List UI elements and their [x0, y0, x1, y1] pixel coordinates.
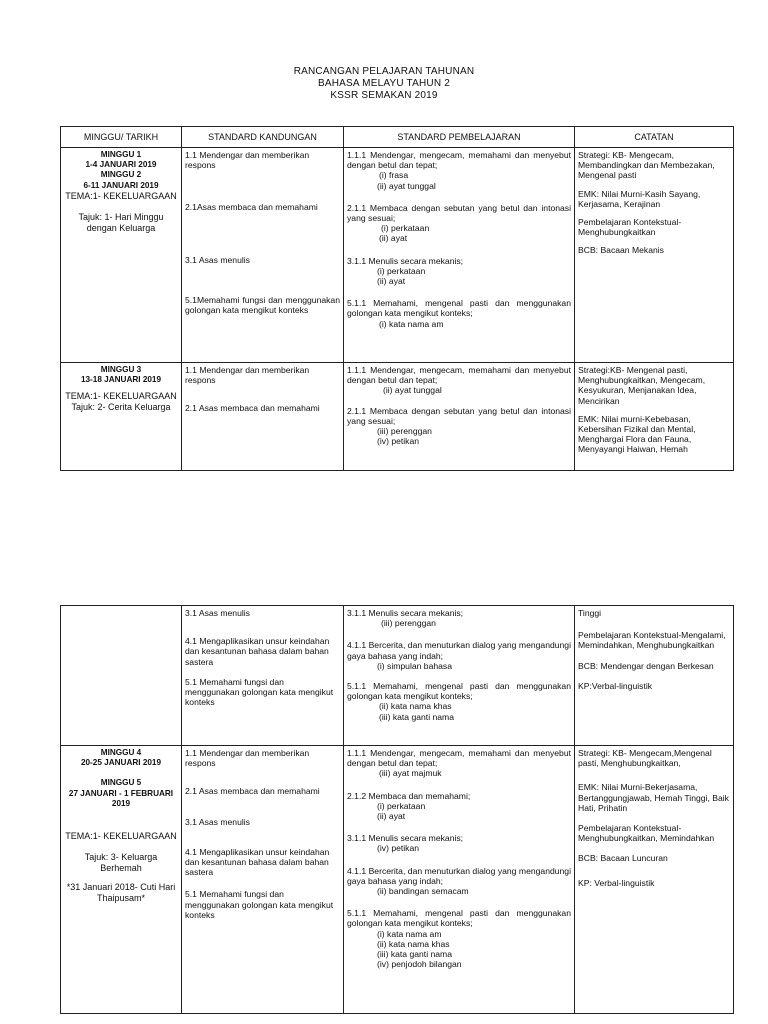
- sp-item: 2.1.2 Membaca dan memahami;: [347, 790, 471, 801]
- sp-subitem: (iv) petikan: [377, 843, 420, 854]
- plan-table-1: [60, 126, 734, 471]
- col-header-minggu: MINGGU/ TARIKH: [61, 127, 182, 148]
- sp-subitem: (iv) penjodoh bilangan: [377, 959, 462, 970]
- sp-subitem: (i) perkataan: [377, 265, 426, 276]
- sp-item: 3.1.1 Menulis secara mekanis;: [347, 255, 464, 266]
- sp-item: 4.1.1 Bercerita, dan menuturkan dialog yang mengandungi gaya bahasa yang indah;: [347, 640, 571, 661]
- sk-item: 3.1 Asas menulis: [185, 254, 250, 265]
- sp-subitem: (i) perkataan: [381, 223, 430, 234]
- catatan-item: EMK: Nilai Murni-Kasih Sayang, Kerjasama, Kerajinan: [578, 188, 701, 209]
- catatan-item: BCB: Mendengar dengan Berkesan: [578, 660, 714, 671]
- sp-subitem: (i) simpulan bahasa: [377, 660, 452, 671]
- col-header-catatan: CATATAN: [575, 127, 734, 148]
- holiday-note: *31 Januari 2018- Cuti Hari Thaipusam*: [66, 882, 176, 904]
- sk-item: 3.1 Asas menulis: [185, 816, 250, 827]
- week-label: MINGGU 1: [100, 150, 142, 159]
- catatan-item: Tinggi: [578, 608, 602, 618]
- sp-subitem: (iii) ayat majmuk: [379, 768, 442, 779]
- standard-kandungan-cell: [182, 606, 344, 746]
- standard-pembelajaran-cell: [344, 148, 575, 363]
- week-cell: [61, 746, 182, 1014]
- week-label: MINGGU 2: [100, 170, 142, 180]
- catatan-cell: [575, 363, 734, 471]
- catatan-item: EMK: Nilai murni-Kebebasan, Kebersihan Fizikal dan Mental, Menghargai Flora dan Fauna, Menyayangi Haiwan, Hemah: [578, 413, 696, 455]
- sp-item: 3.1.1 Menulis secara mekanis;: [347, 833, 464, 844]
- sp-item: 5.1.1 Memahami, mengenal pasti dan menggunakan golongan kata mengikut konteks;: [347, 298, 571, 319]
- sk-item: 1.1 Mendengar dan memberikan respons: [185, 365, 310, 386]
- sp-item: 4.1.1 Bercerita, dan menuturkan dialog yang mengandungi gaya bahasa yang indah;: [347, 865, 571, 886]
- catatan-item: BCB: Bacaan Mekanis: [578, 245, 664, 256]
- plan-table-2: [60, 605, 734, 1014]
- sk-item: 4.1 Mengaplikasikan unsur keindahan dan kesantunan bahasa dalam bahan sastera: [185, 636, 330, 667]
- week-date: 27 JANUARI - 1 FEBRUARI 2019: [68, 788, 174, 808]
- catatan-item: KP: Verbal-linguistik: [578, 877, 655, 888]
- catatan-item: Strategi: KB- Mengecam,Mengenal pasti, Menghubungkaitkan,: [578, 748, 712, 769]
- week-cell: [61, 606, 182, 746]
- tajuk-label: Tajuk: 3- Keluarga Berhemah: [84, 852, 158, 874]
- week-label: MINGGU 4: [100, 748, 142, 757]
- catatan-cell: [575, 606, 734, 746]
- sk-item: 2.1 Asas membaca dan memahami: [185, 786, 320, 797]
- sk-item: 5.1 Memahami fungsi dan menggunakan golongan kata mengikut konteks: [185, 889, 334, 920]
- catatan-item: Pembelajaran Kontekstual-Mengalami, Memindahkan, Menghubungkaitkan: [578, 630, 726, 651]
- sp-subitem: (ii) kata nama khas: [379, 701, 452, 712]
- standard-pembelajaran-cell: [344, 363, 575, 471]
- week-cell: [61, 363, 182, 471]
- sp-item: 2.1.1 Membaca dengan sebutan yang betul dan intonasi yang sesuai;: [347, 202, 571, 224]
- tema-label: TEMA:1- KEKELUARGAAN: [65, 831, 177, 842]
- table-header-row: [61, 127, 734, 148]
- sp-subitem: (i) kata nama am: [377, 928, 442, 939]
- week-date: 13-18 JANUARI 2019: [80, 375, 162, 385]
- sp-subitem: (iii) kata ganti nama: [379, 711, 454, 722]
- sk-item: 1.1 Mendengar dan memberikan respons: [185, 748, 310, 769]
- sp-subitem: (iv) petikan: [377, 436, 420, 447]
- sp-item: 1.1.1 Mendengar, mengecam, memahami dan menyebut dengan betul dan tepat;: [347, 150, 571, 171]
- standard-kandungan-cell: [182, 746, 344, 1014]
- sp-item: 3.1.1 Menulis secara mekanis;: [347, 608, 464, 618]
- sp-item: 5.1.1 Memahami, mengenal pasti dan menggunakan golongan kata mengikut konteks;: [347, 681, 571, 702]
- week-date: 20-25 JANUARI 2019: [80, 758, 162, 768]
- document-title: RANCANGAN PELAJARAN TAHUNAN: [293, 66, 475, 77]
- sk-item: 1.1 Mendengar dan memberikan respons: [185, 150, 310, 171]
- sk-item: 5.1 Memahami fungsi dan menggunakan golongan kata mengikut konteks: [185, 676, 334, 708]
- sp-item: 1.1.1 Mendengar, mengecam, memahami dan menyebut dengan betul dan tepat;: [347, 748, 571, 769]
- sp-subitem: (i) perkataan: [377, 800, 426, 811]
- sp-subitem: (i) frasa: [379, 170, 409, 181]
- catatan-item: Strategi: KB- Mengecam, Membandingkan dan Membezakan, Mengenal pasti: [578, 150, 715, 181]
- week-cell: [61, 148, 182, 363]
- sp-item: 1.1.1 Mendengar, mengecam, memahami dan menyebut dengan betul dan tepat;: [347, 365, 571, 386]
- sk-item: 2.1Asas membaca dan memahami: [185, 202, 318, 213]
- catatan-cell: [575, 148, 734, 363]
- week-label: MINGGU 5: [100, 778, 142, 788]
- tema-label: TEMA:1- KEKELUARGAAN: [65, 391, 177, 402]
- document-subtitle: BAHASA MELAYU TAHUN 2: [317, 78, 451, 89]
- document-syllabus: KSSR SEMAKAN 2019: [330, 90, 438, 101]
- table-row: [61, 363, 734, 471]
- tajuk-label: Tajuk: 2- Cerita Keluarga: [71, 402, 171, 413]
- standard-pembelajaran-cell: [344, 746, 575, 1014]
- col-header-standard-pembelajaran: STANDARD PEMBELAJARAN: [344, 127, 575, 148]
- sp-subitem: (ii) ayat tunggal: [377, 180, 436, 191]
- table-row: [61, 746, 734, 1014]
- sp-subitem: (ii) ayat tunggal: [383, 385, 442, 396]
- sk-item: 2.1 Asas membaca dan memahami: [185, 403, 320, 414]
- week-label: MINGGU 3: [100, 365, 142, 374]
- week-date: 6-11 JANUARI 2019: [83, 180, 159, 190]
- standard-pembelajaran-cell: [344, 606, 575, 746]
- catatan-item: Pembelajaran Kontekstual-Menghubungkaitkan, Memindahkan: [578, 823, 715, 844]
- sk-item: 5.1Memahami fungsi dan menggunakan golongan kata mengikut konteks: [185, 294, 340, 316]
- sp-item: 2.1.1 Membaca dengan sebutan yang betul dan intonasi yang sesuai;: [347, 405, 571, 426]
- sp-subitem: (ii) ayat: [379, 233, 408, 244]
- tajuk-label: Tajuk: 1- Hari Minggu dengan Keluarga: [78, 211, 164, 233]
- sp-subitem: (ii) bandingan semacam: [377, 886, 469, 897]
- col-header-standard-kandungan: STANDARD KANDUNGAN: [182, 127, 344, 148]
- catatan-item: EMK: Nilai Murni-Bekerjasama, Bertanggungjawab, Hemah Tinggi, Baik Hati, Prihatin: [578, 782, 729, 813]
- table-row: [61, 148, 734, 363]
- catatan-item: Strategi:KB- Mengenal pasti, Menghubungkaitkan, Mengecam, Kesyukuran, Menjanakan Idea, Mencirikan: [578, 365, 706, 406]
- sp-subitem: (iii) perenggan: [381, 618, 436, 629]
- catatan-item: Pembelajaran Kontekstual-Menghubungkaitkan: [578, 217, 682, 238]
- week-date: 1-4 JANUARI 2019: [85, 160, 157, 170]
- sp-subitem: (ii) ayat: [377, 811, 406, 822]
- sk-item: 3.1 Asas menulis: [185, 608, 250, 618]
- sp-subitem: (i) kata nama am: [379, 318, 444, 329]
- tema-label: TEMA:1- KEKELUARGAAN: [65, 190, 177, 201]
- sp-subitem: (ii) kata nama khas: [377, 938, 450, 949]
- standard-kandungan-cell: [182, 363, 344, 471]
- catatan-item: KP:Verbal-linguistik: [578, 680, 653, 691]
- sp-item: 5.1.1 Memahami, mengenal pasti dan menggunakan golongan kata mengikut konteks;: [347, 908, 571, 929]
- sp-subitem: (iii) perenggan: [377, 426, 432, 437]
- sk-item: 4.1 Mengaplikasikan unsur keindahan dan kesantunan bahasa dalam bahan sastera: [185, 846, 330, 878]
- sp-subitem: (iii) kata ganti nama: [377, 949, 452, 960]
- table-row: [61, 606, 734, 746]
- standard-kandungan-cell: [182, 148, 344, 363]
- catatan-cell: [575, 746, 734, 1014]
- sp-subitem: (ii) ayat: [377, 276, 406, 287]
- catatan-item: BCB: Bacaan Luncuran: [578, 853, 668, 864]
